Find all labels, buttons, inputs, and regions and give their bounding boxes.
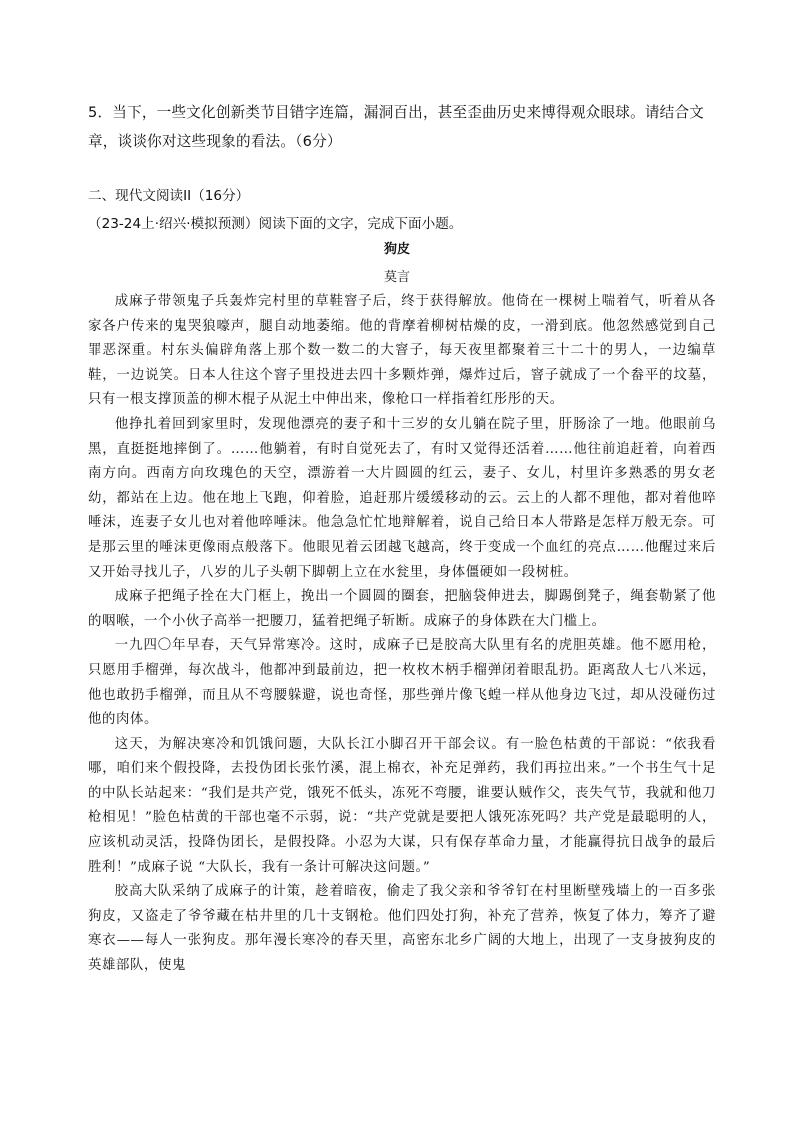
- question-5: 5．当下，一些文化创新类节目错字连篇，漏洞百出，甚至歪曲历史来博得观众眼球。请结合文章，谈谈你对这些现象的看法。（6分）: [88, 104, 705, 150]
- section-title: 二、现代文阅读II（16分）: [88, 188, 250, 204]
- article-author: 莫言: [383, 270, 410, 285]
- article-body: [88, 290, 716, 979]
- paragraph: 成麻子把绳子拴在大门框上，挽出一个圆圆的圈套，把脑袋伸进去，脚踢倒凳子，绳套勒紧了他的咽喉，一个小伙子高举一把腰刀，猛着把绳子斩断。成麻子的身体跌在大门槛上。: [88, 589, 716, 629]
- section-intro: （23-24上·绍兴·模拟预测）阅读下面的文字，完成下面小题。: [88, 216, 463, 232]
- paragraph: 成麻子带领鬼子兵轰炸完村里的草鞋窨子后，终于获得解放。他倚在一棵树上喘着气，听着从各家各户传来的鬼哭狼嚎声，腿自动地萎缩。他的背摩着柳树枯燥的皮，一滑到底。他忽然感觉到自己罪恶深重。村东头偏辟角落上那个数一数二的大窨子，每天夜里都聚着三十二十的男人，一边编草鞋，一边说笑。日本人往这个窨子里投进去四十多颗炸弹，爆炸过后，窨子就成了一个畚平的坟墓，只有一根支撑顶盖的柳木棍子从泥土中伸出来，像枪口一样指着红彤彤的天。: [88, 294, 716, 408]
- article-title: 狗皮: [383, 242, 410, 257]
- paragraph: 他挣扎着回到家里时，发现他漂亮的妻子和十三岁的女儿躺在院子里，肝肠涂了一地。他眼前乌黑，直挺挺地摔倒了。……他躺着，有时自觉死去了，有时又觉得还活着……他往前追赶着，向着西南方向。西南方向玫瑰色的天空，漂游着一大片圆圆的红云，妻子、女儿，村里许多熟悉的男女老幼，都站在上边。他在地上飞跑，仰着脸，追赶那片缓缓移动的云。云上的人都不理他，都对着他啐唾沫，连妻子女儿也对着他啐唾沫。他急急忙忙地辩解着，说自己给日本人带路是怎样万般无奈。可是那云里的唾沫更像雨点般落下。他眼见着云团越飞越高，终于变成一个血红的亮点……他醒过来后又开始寻找儿子，八岁的儿子头朝下脚朝上立在水瓮里，身体僵硬如一段树桩。: [88, 416, 716, 580]
- paragraph: 一九四〇年早春，天气异常寒冷。这时，成麻子已是胶高大队里有名的虎胆英雄。他不愿用枪，只愿用手榴弹，每次战斗，他都冲到最前边，把一枚枚木柄手榴弹闭着眼乱扔。距离敌人七八米远，他也敢扔手榴弹，而且从不弯腰躲避，说也奇怪，那些弹片像飞蝗一样从他身边飞过，却从没碰伤过他的肉体。: [88, 638, 716, 728]
- paragraph: 胶高大队采纳了成麻子的计策，趁着暗夜，偷走了我父亲和爷爷钉在村里断壁残墙上的一百多张狗皮，又盗走了爷爷藏在枯井里的几十支钢枪。他们四处打狗，补充了营养，恢复了体力，筹齐了避寒衣——每人一张狗皮。那年漫长寒冷的春天里，高密东北乡广阔的大地上，出现了一支身披狗皮的英雄部队，使鬼: [88, 884, 716, 974]
- paragraph: 这天，为解决寒冷和饥饿问题，大队长江小脚召开干部会议。有一脸色枯黄的干部说：“依我看哪，咱们来个假投降，去投伪团长张竹溪，混上棉衣，补充足弹药，我们再拉出来。”一个书生气十足的中队长站起来：“我们是共产党，饿死不低头，冻死不弯腰，谁要认贼作父，丧失气节，我就和他刀枪相见！”脸色枯黄的干部也毫不示弱，说：“共产党就是要把人饿死冻死吗？共产党是最聪明的人，应该机动灵活，投降伪团长，是假投降。小忍为大谋，只有保存革命力量，才能赢得抗日战争的最后胜利！”成麻子说 “大队长，我有一条计可解决这问题。”: [88, 736, 716, 875]
